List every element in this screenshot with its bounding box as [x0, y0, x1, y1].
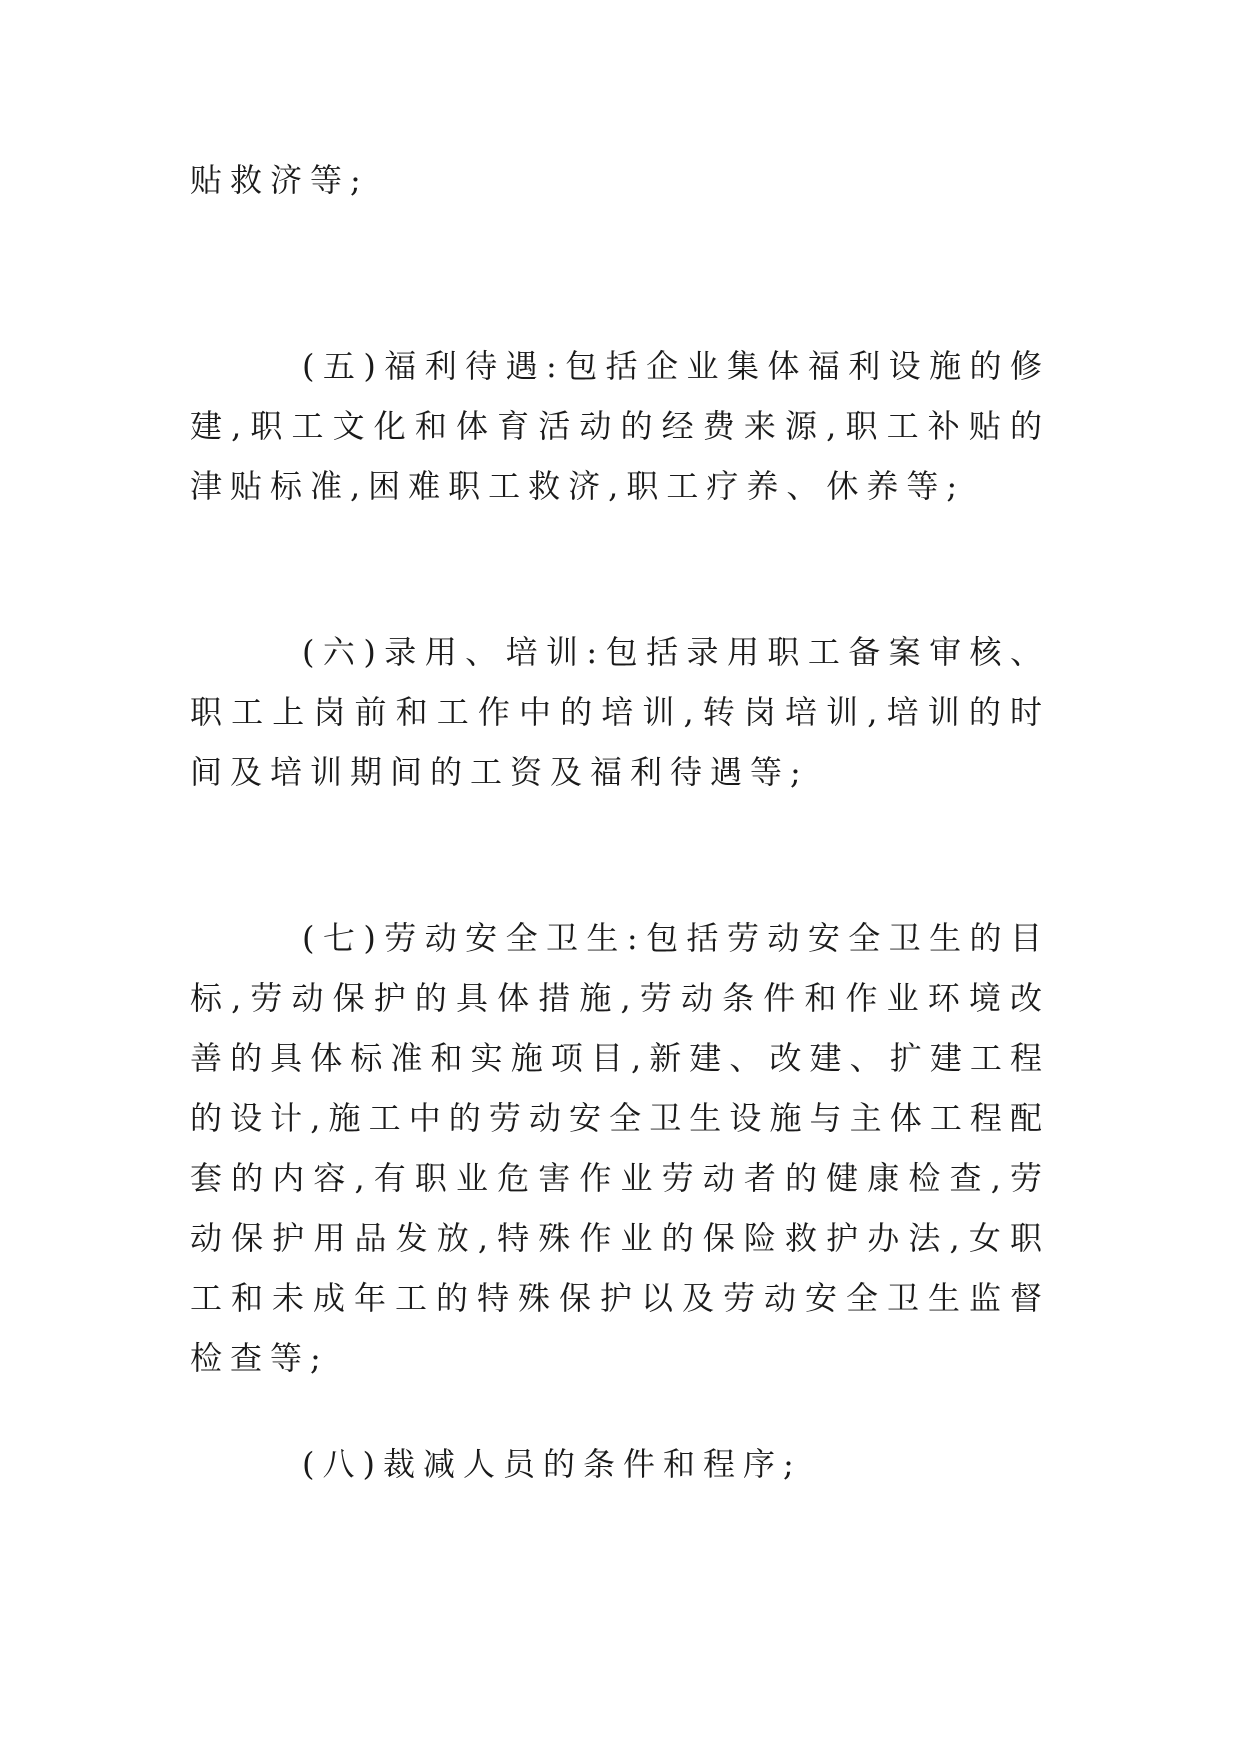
- paragraph-welfare: (五)福利待遇:包括企业集体福利设施的修建,职工文化和体育活动的经费来源,职工补贴的津贴标准,困难职工救济,职工疗养、休养等;: [190, 347, 1050, 505]
- paragraph-continuation: 贴救济等;: [190, 161, 369, 199]
- paragraph-hiring-training: (六)录用、培训:包括录用职工备案审核、职工上岗前和工作中的培训,转岗培训,培训的时间及培训期间的工资及福利待遇等;: [190, 633, 1050, 791]
- paragraph-labor-safety: (七)劳动安全卫生:包括劳动安全卫生的目标,劳动保护的具体措施,劳动条件和作业环境改善的具体标准和实施项目,新建、改建、扩建工程的设计,施工中的劳动安全卫生设施与主体工程配套的内容,有职业危害作业劳动者的健康检查,劳动保护用品发放,特殊作业的保险救护办法,女职工和未成年工的特殊保护以及劳动安全卫生监督检查等;: [190, 919, 1050, 1377]
- paragraph-layoff: (八)裁减人员的条件和程序;: [302, 1445, 802, 1483]
